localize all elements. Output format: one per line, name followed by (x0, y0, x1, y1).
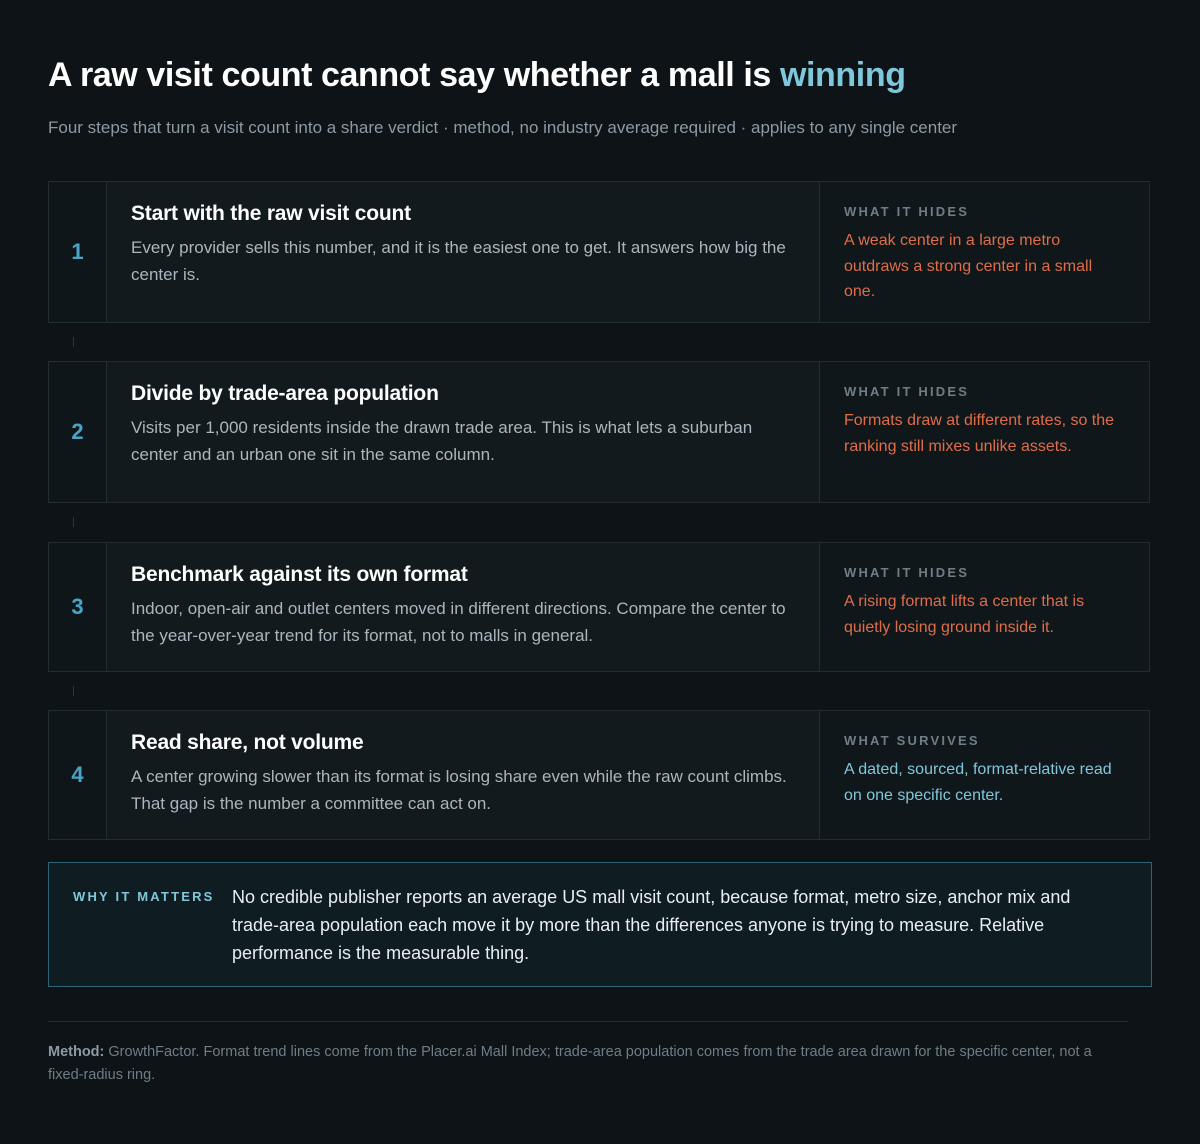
method-text: GrowthFactor. Format trend lines come from the Placer.ai Mall Index; trade-area population comes from the trade area drawn for the specific center, not a fixed-radius ring. (48, 1044, 1092, 1083)
step-card-4 (48, 710, 1150, 840)
step-number: 2 (49, 362, 107, 502)
step-title: Start with the raw visit count (131, 202, 411, 225)
footer-divider (48, 1021, 1128, 1022)
step-number: 1 (49, 182, 107, 322)
page-title (48, 56, 906, 95)
step-title: Benchmark against its own format (131, 563, 468, 586)
step-body (107, 711, 819, 839)
step-description: Every provider sells this number, and it is the easiest one to get. It answers how big the center is. (131, 238, 786, 284)
callout-text: No credible publisher reports an average US mall visit count, because format, metro size, anchor mix and trade-area population each move it by more than the differences anyone is trying to measure. Relative performance is the measurable thing. (232, 887, 1071, 963)
method-label: Method: (48, 1044, 105, 1060)
why-it-matters-callout (48, 862, 1152, 987)
side-label: WHAT IT HIDES (844, 565, 970, 580)
step-side-panel (819, 711, 1149, 839)
method-note (48, 1041, 1108, 1087)
side-text: A weak center in a large metro outdraws a strong center in a small one. (844, 232, 1093, 300)
step-body (107, 362, 819, 502)
step-description: A center growing slower than its format is losing share even while the raw count climbs. That gap is the number a committee can act on. (131, 767, 787, 813)
page-subtitle: Four steps that turn a visit count into a share verdict · method, no industry average required · applies to any single center (48, 118, 958, 137)
step-connector (73, 337, 74, 347)
side-label: WHAT IT HIDES (844, 384, 970, 399)
side-label: WHAT SURVIVES (844, 733, 980, 748)
step-number: 4 (49, 711, 107, 839)
callout-label: WHY IT MATTERS (73, 889, 215, 904)
page-title-main: A raw visit count cannot say whether a mall is (48, 56, 780, 94)
page-title-accent: winning (779, 56, 906, 94)
step-title: Read share, not volume (131, 731, 364, 754)
step-number: 3 (49, 543, 107, 671)
side-text: Formats draw at different rates, so the ranking still mixes unlike assets. (844, 412, 1115, 455)
step-side-panel (819, 182, 1149, 322)
step-description: Visits per 1,000 residents inside the drawn trade area. This is what lets a suburban center and an urban one sit in the same column. (131, 418, 753, 464)
step-connector (73, 517, 74, 527)
side-text: A dated, sourced, format-relative read on one specific center. (844, 761, 1112, 804)
side-label: WHAT IT HIDES (844, 204, 970, 219)
step-side-panel (819, 543, 1149, 671)
step-description: Indoor, open-air and outlet centers moved in different directions. Compare the center to the year-over-year trend for its format, not to malls in general. (131, 599, 786, 645)
step-body (107, 543, 819, 671)
step-title: Divide by trade-area population (131, 382, 439, 405)
step-connector (73, 686, 74, 696)
step-card-3 (48, 542, 1150, 672)
step-card-2 (48, 361, 1150, 503)
step-body (107, 182, 819, 322)
side-text: A rising format lifts a center that is quietly losing ground inside it. (844, 593, 1085, 636)
step-side-panel (819, 362, 1149, 502)
step-card-1 (48, 181, 1150, 323)
